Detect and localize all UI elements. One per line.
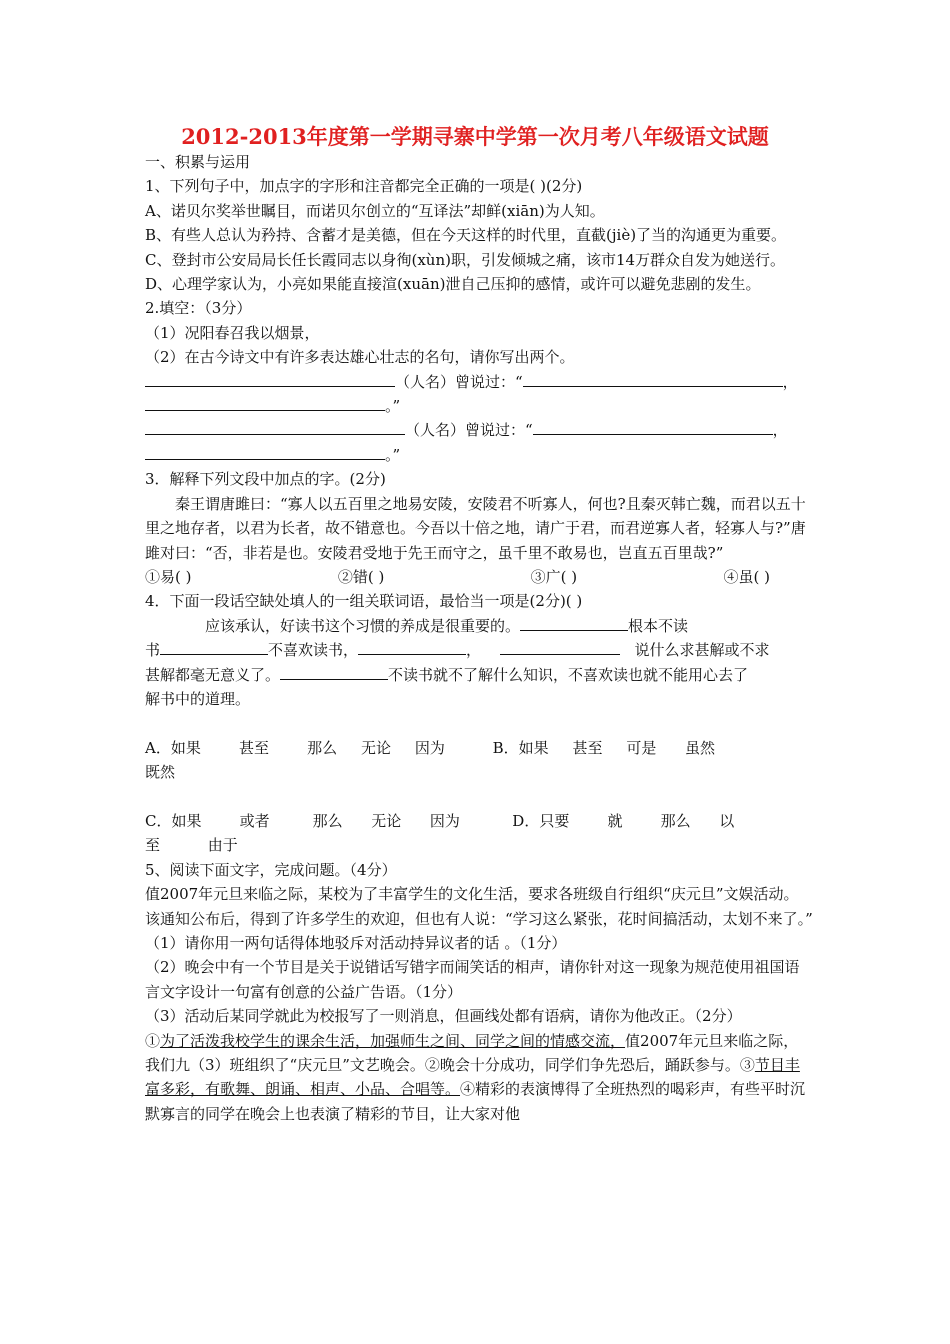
underlined-error-2: 节目丰富多彩，有歌舞、朗诵、相声、小品、合唱等。	[145, 1056, 800, 1099]
q4-option-ab	[145, 711, 813, 760]
option-c-word: C．如果	[145, 811, 202, 830]
exam-title: 2012-2013年度第一学期寻寨中学第一次月考八年级语文试题	[181, 124, 769, 149]
q2-answer-line-2	[145, 394, 813, 418]
exam-content	[145, 150, 813, 1126]
q5-sub1: （1）请你用一两句话得体地驳斥对活动持异议者的话 。（1分）	[145, 934, 567, 952]
answer-blank[interactable]	[145, 418, 405, 435]
option-b-word: 甚至	[572, 738, 603, 757]
q1-stem: 1、下列句子中，加点字的字形和注音都完全正确的一项是( )(2分)	[145, 177, 583, 196]
option-b-word: 可是	[626, 738, 657, 757]
q3-item: ②错( )	[337, 567, 385, 586]
answer-blank[interactable]	[520, 614, 628, 631]
option-b-word: B．如果	[492, 738, 549, 757]
q4-option-b-cont: 既然	[145, 763, 176, 782]
option-c-word: 无论	[371, 811, 402, 830]
option-b-word: 虽然	[684, 738, 715, 757]
quote-end: 。”	[385, 397, 401, 416]
q4-passage-line-3	[145, 663, 813, 687]
option-a-word: 那么	[307, 738, 338, 757]
section-heading: 一、积累与运用	[145, 153, 251, 171]
q4-text: 甚解都毫无意义了。	[145, 665, 281, 684]
comma: ，	[782, 372, 798, 391]
q4-text: 应该承认，好读书这个习惯的养成是很重要的。	[205, 616, 521, 635]
option-a-word: 甚至	[239, 738, 270, 757]
q5-news-passage	[145, 1029, 813, 1127]
q3-item: ③广( )	[530, 567, 578, 586]
q1-option-c: C、登封市公安局局长任长霞同志以身徇(xùn)职，引发倾城之痛，该市14万群众自发为她送行。	[145, 250, 786, 269]
q5-stem: 5、阅读下面文字，完成问题。（4分）	[145, 860, 397, 879]
underlined-error-1: 为了活泼我校学生的课余生活，加强师生之间、同学之间的情感交流，	[160, 1031, 626, 1050]
option-c-word: 那么	[312, 811, 343, 830]
q3-items	[145, 565, 770, 589]
option-d-word: 那么	[660, 811, 691, 830]
q2-stem: 2.填空：（3分）	[145, 299, 252, 318]
q4-text: 书	[145, 641, 161, 660]
option-a-word: 因为	[414, 738, 445, 757]
option-c-word: 因为	[429, 811, 460, 830]
option-d-word: 至	[145, 836, 161, 855]
q4-passage-line-2	[145, 638, 813, 662]
answer-blank[interactable]	[280, 663, 388, 680]
answer-blank[interactable]	[500, 638, 620, 655]
answer-blank[interactable]	[145, 394, 385, 411]
q4-text: ，	[466, 641, 482, 660]
q5-passage: 值2007年元旦来临之际，某校为了丰富学生的文化生活，要求各班级自行组织“庆元旦”文娱活动。该通知公布后，得到了许多学生的欢迎，但也有人说：“学习这么紧张，花时间搞活动，太划不来了。”	[145, 885, 813, 928]
q2-answer-line-4	[145, 443, 813, 467]
answer-blank[interactable]	[160, 638, 268, 655]
answer-blank[interactable]	[533, 418, 773, 435]
comma: ，	[772, 421, 788, 440]
answer-blank[interactable]	[145, 443, 385, 460]
option-d-word: 就	[607, 811, 623, 830]
q4-stem: 4．下面一段话空缺处填人的一组关联词语，最恰当一项是(2分)( )	[145, 592, 583, 611]
q5-sub2: （2）晚会中有一个节目是关于说错话写错字而闹笑话的相声，请你针对这一现象为规范使用祖国语言文字设计一句富有创意的公益广告语。（1分）	[145, 958, 800, 1001]
said-label: （人名）曾说过：“	[405, 421, 533, 440]
option-d-word: 由于	[207, 836, 238, 855]
option-c-word: 或者	[239, 811, 270, 830]
q1-option-a: A、诺贝尔奖举世瞩目，而诺贝尔创立的“互译法”却鲜(xiān)为人知。	[145, 201, 605, 220]
q4-text: 不读书就不了解什么知识，不喜欢读也就不能用心去了	[388, 665, 749, 684]
q1-option-b: B、有些人总认为矜持、含蓄才是美德，但在今天这样的时代里，直截(jiè)了当的沟通更为重要。	[145, 226, 787, 245]
option-d-word: 以	[719, 811, 735, 830]
q5-text: ①	[145, 1031, 161, 1050]
q5-text: ④精彩的表演博得了全班热烈的喝彩声，有些平时沉默寡言的同学在晚会上也表演了精彩的节目，让大家对他	[145, 1080, 806, 1123]
q4-text: 根本不读	[628, 616, 689, 635]
q3-item: ①易( )	[145, 567, 192, 586]
quote-end: 。”	[385, 445, 401, 464]
q1-option-d: D、心理学家认为，小亮如果能直接渲(xuān)泄自己压抑的感情，或许可以避免悲剧的发生。	[145, 275, 761, 294]
q2-sub2: （2）在古今诗文中有许多表达雄心壮志的名句，请你写出两个。	[145, 348, 575, 367]
q4-text: 说什么求甚解或不求	[634, 641, 770, 660]
q2-answer-line-1	[145, 370, 813, 394]
q2-sub1: （1）况阳春召我以烟景，	[145, 323, 320, 342]
q3-passage: 秦王谓唐雎曰：“寡人以五百里之地易安陵，安陵君不听寡人，何也?且秦灭韩亡魏，而君以五十里之地存者，以君为长者，故不错意也。今吾以十倍之地，请广于君，而君逆寡人者，轻寡人与?”唐雎对曰：“否，非若是也。安陵君受地于先王而守之，虽千里不敢易也，岂直五百里哉?”	[145, 494, 806, 562]
option-a-word: 无论	[361, 738, 392, 757]
q4-option-cd	[145, 785, 813, 834]
q3-stem: 3．解释下列文段中加点的字。(2分)	[145, 470, 386, 489]
q2-answer-line-3	[145, 418, 813, 442]
q3-item: ④虽( )	[723, 567, 770, 586]
q4-passage-line-4: 解书中的道理。	[145, 689, 251, 708]
q5-text: 值2007年元旦来临之际，我们九（3）班组织了“庆元旦”文艺晚会。②晚会十分成功，同学们争先恐后，踊跃参与。③	[145, 1031, 799, 1075]
q4-text: 不喜欢读书，	[268, 641, 359, 660]
q4-passage-line-1	[145, 614, 813, 638]
answer-blank[interactable]	[523, 370, 783, 387]
said-label: （人名）曾说过：“	[395, 372, 523, 391]
q5-sub3: （3）活动后某同学就此为校报写了一则消息，但画线处都有语病，请你为他改正。（2分）	[145, 1007, 742, 1026]
answer-blank[interactable]	[145, 370, 395, 387]
answer-blank[interactable]	[358, 638, 466, 655]
option-a-word: A．如果	[145, 738, 201, 757]
q4-option-d-cont	[145, 833, 813, 857]
option-d-word: D．只要	[512, 811, 570, 830]
